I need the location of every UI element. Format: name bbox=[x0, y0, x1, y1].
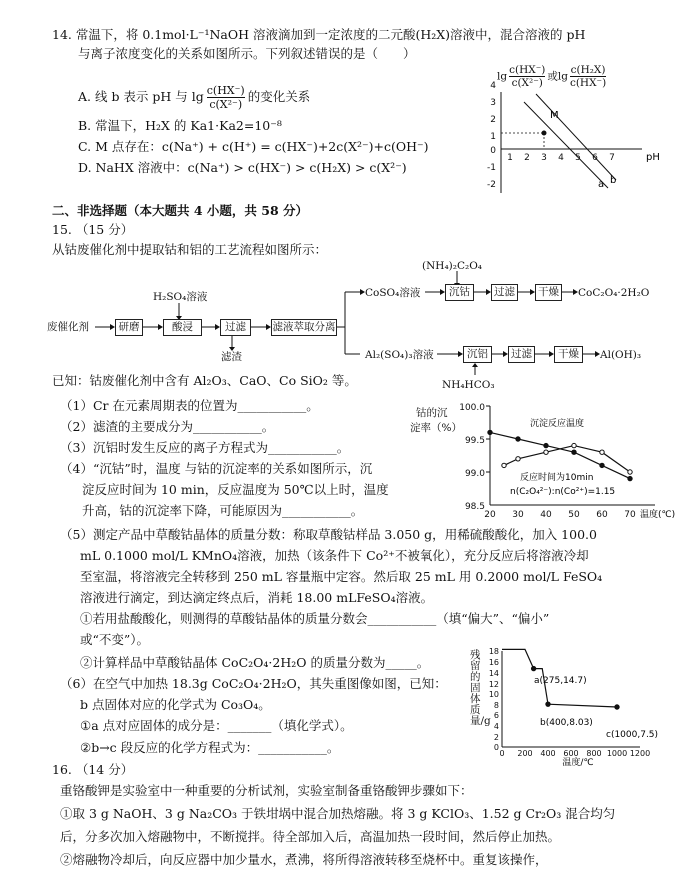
q16-line4: ②熔融物冷却后，向反应器中加少量水，煮沸，将所得溶液转移至烧杯中。重复该操作， bbox=[60, 852, 548, 867]
q15-sub4-line2: 淀反应时间为 10 min，反应温度为 50℃以上时，温度 bbox=[82, 482, 389, 497]
chart1-y-tick: 100.0 bbox=[459, 403, 485, 413]
q16-line3: 后，分多次加入熔融物中，不断搅拌。待全部加入后，高温加热一段时间，然后停止加热。 bbox=[60, 829, 561, 844]
point-m-marker bbox=[542, 131, 547, 136]
q15-sub3: （3）沉铝时发生反应的离子方程式为___________。 bbox=[60, 440, 350, 455]
flow-step-al-filter: 过滤 bbox=[508, 346, 535, 363]
chart1-series-0-point bbox=[600, 463, 604, 467]
chart2-y-tick: 4 bbox=[493, 722, 499, 731]
q15-sub5-line3: 至室温，将溶液完全转移到 250 mL 容量瓶中定容。然后取 25 mL 用 0.2000 mol/L FeSO₄ bbox=[80, 569, 603, 584]
x-tick: 7 bbox=[609, 153, 615, 163]
chart2-x-tick: 0 bbox=[499, 749, 505, 758]
flow-nh4hco3: NH₄HCO₃ bbox=[442, 379, 495, 391]
q14-option-d: D. NaHX 溶液中：c(Na⁺) > c(HX⁻) > c(H₂X) > c(X²⁻) bbox=[78, 160, 407, 175]
q15-sub6-line1: （6）在空气中加热 18.3g CoC₂O₄·2H₂O，其失重图像如图，已知： bbox=[60, 676, 447, 691]
flow-step-leach: 酸浸 bbox=[163, 319, 202, 336]
chart1-series-1-point bbox=[544, 450, 548, 454]
flow-step-co-filter: 过滤 bbox=[491, 284, 518, 301]
q14-stem-line2: 与离子浓度变化的关系如图所示。下列叙述错误的是（ ） bbox=[78, 46, 416, 61]
q15-sub5-line4: 溶液进行滴定，到达滴定终点后，消耗 18.00 mLFeSO₄溶液。 bbox=[80, 590, 434, 605]
mass-loss-chart bbox=[480, 645, 692, 768]
graph-lg-text: lg bbox=[497, 70, 508, 83]
x-axis-label: pH bbox=[646, 152, 660, 163]
x-tick: 4 bbox=[558, 153, 564, 163]
x-tick: 2 bbox=[524, 153, 530, 163]
flow-ammonium-oxalate: (NH₄)₂C₂O₄ bbox=[422, 260, 483, 272]
q15-known: 已知：钴废催化剂中含有 Al₂O₃、CaO、Co SiO₂ 等。 bbox=[52, 373, 357, 388]
graph-or-text: 或lg bbox=[547, 70, 568, 83]
q15-sub6-part2: ②b→c 段反应的化学方程式为：___________。 bbox=[80, 740, 340, 755]
q14-graph-ylabel bbox=[497, 64, 608, 89]
chart2-x-tick: 200 bbox=[517, 749, 533, 758]
q14-option-c: C. M 点存在：c(Na⁺) + c(H⁺) = c(HX⁻)+2c(X²⁻)+c(OH⁻) bbox=[78, 139, 429, 154]
flow-co-product: CoC₂O₄·2H₂O bbox=[578, 287, 650, 299]
q14-option-b: B. 常温下，H₂X 的 Ka1·Ka2=10⁻⁸ bbox=[78, 118, 282, 133]
y-tick: 1 bbox=[490, 132, 496, 142]
chart1-x-tick: 20 bbox=[484, 510, 496, 520]
q15-sub5-line2: mL 0.1000 mol/L KMnO₄溶液，加热（该条件下 Co²⁺不被氧化），充分反应后将溶液冷却 bbox=[80, 548, 589, 563]
chart1-series-1-point bbox=[516, 457, 520, 461]
chart1-series-0-point bbox=[572, 450, 576, 454]
chart2-y-tick: 0 bbox=[493, 743, 499, 752]
x-tick: 6 bbox=[592, 153, 598, 163]
chart1-x-tick: 30 bbox=[512, 510, 524, 520]
section-title: 二、非选择题（本大题共 4 小题，共 58 分） bbox=[52, 203, 309, 218]
chart2-x-tick: 1200 bbox=[629, 749, 651, 758]
chart2-series-0-point bbox=[546, 702, 550, 706]
frac1-denominator: c(X²⁻) bbox=[511, 77, 543, 89]
q16-line2: ①取 3 g NaOH、3 g Na₂CO₃ 于铁坩埚中混合加热熔融。将 3 g KClO₃、1.52 g Cr₂O₃ 混合均匀 bbox=[60, 806, 616, 821]
y-tick: 0 bbox=[490, 146, 496, 156]
chart1-x-tick: 60 bbox=[596, 510, 608, 520]
flow-step-al-precipitate: 沉铝 bbox=[463, 346, 492, 363]
chart1-curve-label: 沉淀反应温度 bbox=[530, 419, 585, 429]
chart2-y-tick: 14 bbox=[488, 669, 499, 678]
chart2-y-tick: 18 bbox=[488, 647, 499, 656]
chart1-y-tick: 99.5 bbox=[464, 436, 485, 446]
flow-residue: 滤渣 bbox=[221, 351, 242, 363]
q15-sub2: （2）滤渣的主要成分为___________。 bbox=[60, 419, 275, 434]
q15-sub5-line1: （5）测定产品中草酸钴晶体的质量分数：称取草酸钴样品 3.050 g，用稀硫酸酸化，加入 100.0 bbox=[60, 527, 597, 542]
line-a-label: a bbox=[598, 179, 605, 190]
chart1-series-1-point bbox=[628, 470, 632, 474]
q14-option-a-post: 的变化关系 bbox=[247, 89, 311, 104]
chart1-x-label: 温度(℃) bbox=[640, 510, 676, 520]
flow-coso4-solution: CoSO₄溶液 bbox=[365, 287, 421, 299]
chart1-series-1-line bbox=[504, 446, 630, 472]
chart2-x-tick: 600 bbox=[563, 749, 579, 758]
x-tick: 3 bbox=[541, 153, 547, 163]
chart2-series-0-point bbox=[615, 705, 619, 709]
q14-stem-line1: 14. 常温下，将 0.1mol·L⁻¹NaOH 溶液滴加到一定浓度的二元酸(H₂X)溶液中，混合溶液的 pH bbox=[52, 27, 586, 42]
frac2-denominator: c(HX⁻) bbox=[569, 77, 607, 89]
q16-line1: 重铬酸钾是实验室中一种重要的分析试剂，实验室制备重铬酸钾步骤如下： bbox=[60, 783, 473, 798]
flow-source: 废催化剂 bbox=[47, 321, 89, 333]
q15-sub4-line3: 升高，钴的沉淀率下降，可能原因为___________。 bbox=[82, 503, 364, 518]
chart1-ylabel-line2: 淀率（%） bbox=[410, 422, 462, 434]
precipitation-rate-chart bbox=[440, 398, 675, 520]
point-m-label: M bbox=[550, 110, 559, 121]
flow-step-co-dry: 干燥 bbox=[535, 284, 562, 301]
y-tick: 4 bbox=[490, 81, 496, 91]
chart2-x-tick: 400 bbox=[540, 749, 556, 758]
q15-number: 15. （15 分） bbox=[52, 222, 134, 237]
y-tick: 3 bbox=[490, 98, 496, 108]
flow-step-al-dry: 干燥 bbox=[554, 346, 583, 363]
chart1-x-tick: 70 bbox=[624, 510, 636, 520]
chart1-y-tick: 98.5 bbox=[464, 502, 485, 512]
chart1-series-0-point bbox=[544, 443, 548, 447]
chart1-series-1-point bbox=[502, 463, 506, 467]
flow-al2so4-solution: Al₂(SO₄)₃溶液 bbox=[365, 349, 434, 361]
x-tick: 5 bbox=[575, 153, 581, 163]
q15-sub1: （1）Cr 在元素周期表的位置为___________。 bbox=[60, 398, 319, 413]
q16-number: 16. （14 分） bbox=[52, 762, 134, 777]
q15-intro: 从钴废催化剂中提取钴和铝的工艺流程如图所示： bbox=[52, 242, 328, 257]
q15-sub5-part1-cont: 或“不变”）。 bbox=[80, 632, 150, 647]
chart1-series-1-point bbox=[572, 443, 576, 447]
chart1-note-ratio: n(C₂O₄²⁻):n(Co²⁺)=1.15 bbox=[510, 487, 616, 497]
chart2-y-tick: 10 bbox=[488, 690, 499, 699]
y-tick: 2 bbox=[490, 115, 496, 125]
chart1-series-0-line bbox=[490, 432, 630, 478]
chart1-series-1-point bbox=[600, 450, 604, 454]
q14-option-a-fraction bbox=[207, 84, 245, 111]
chart1-series-0-point bbox=[628, 476, 632, 480]
graph-frac1 bbox=[509, 64, 545, 89]
q15-sub5-part2: ②计算样品中草酸钴晶体 CoC₂O₄·2H₂O 的质量分数为_____。 bbox=[80, 655, 430, 670]
chart1-y-tick: 99.0 bbox=[464, 469, 485, 479]
flow-step-extract: 滤液萃取分离 bbox=[271, 319, 337, 336]
chart1-x-tick: 40 bbox=[540, 510, 552, 520]
chart2-point-b: b(400,8.03) bbox=[540, 718, 593, 728]
x-tick: 1 bbox=[507, 153, 513, 163]
graph-frac2 bbox=[570, 64, 606, 89]
chart1-series-0-point bbox=[516, 437, 520, 441]
flow-al-product: Al(OH)₃ bbox=[600, 349, 642, 361]
q15-sub5-part1: ①若用盐酸酸化，则测得的草酸钴晶体的质量分数会___________（填“偏大”、“偏小” bbox=[80, 611, 550, 626]
fraction-numerator: c(HX⁻) bbox=[206, 84, 245, 97]
y-tick: -2 bbox=[487, 180, 496, 190]
chart2-y-tick: 12 bbox=[488, 680, 499, 689]
line-a-segment bbox=[524, 102, 608, 188]
y-tick: -1 bbox=[487, 163, 496, 173]
chart2-series-0-point bbox=[531, 666, 535, 670]
q15-sub6-line2: b 点固体对应的化学式为 Co₃O₄。 bbox=[80, 697, 271, 712]
fraction-denominator: c(X²⁻) bbox=[209, 98, 243, 111]
q15-sub6-part1: ①a 点对应固体的成分是：_______（填化学式）。 bbox=[80, 718, 353, 733]
chart1-x-tick: 50 bbox=[568, 510, 580, 520]
chart2-point-c: c(1000,7.5) bbox=[606, 730, 659, 740]
flow-step-co-precipitate: 沉钴 bbox=[445, 284, 474, 301]
q14-option-a-pre: A. 线 b 表示 pH 与 lg bbox=[78, 89, 204, 104]
flow-step-filter: 过滤 bbox=[220, 319, 251, 336]
frac2-numerator: c(H₂X) bbox=[570, 64, 606, 76]
process-flow-lines bbox=[0, 255, 692, 385]
chart2-y-tick: 16 bbox=[488, 658, 499, 667]
chart2-y-tick: 6 bbox=[493, 711, 499, 720]
chart2-y-tick: 8 bbox=[493, 701, 499, 710]
flow-acid-reagent: H₂SO₄溶液 bbox=[153, 291, 208, 303]
chart1-note-time: 反应时间为10min bbox=[520, 473, 594, 483]
chart1-series-0-point bbox=[488, 430, 492, 434]
chart2-ylabel: 残留的固体质量/g bbox=[470, 649, 491, 727]
q14-option-a bbox=[78, 84, 310, 111]
chart2-x-label: 温度/℃ bbox=[562, 758, 594, 768]
frac1-numerator: c(HX⁻) bbox=[509, 64, 546, 76]
line-b-segment bbox=[536, 94, 616, 180]
chart2-point-a: a(275,14.7) bbox=[534, 676, 587, 686]
q15-sub4-line1: （4）“沉钴”时，温度 与钴的沉淀率的关系如图所示，沉 bbox=[60, 461, 373, 476]
flow-step-grind: 研磨 bbox=[115, 319, 143, 336]
chart2-y-tick: 2 bbox=[493, 733, 499, 742]
chart1-ylabel-line1: 钴的沉 bbox=[416, 407, 448, 419]
line-b-label: b bbox=[610, 175, 617, 186]
chart2-x-tick: 800 bbox=[586, 749, 602, 758]
chart2-x-tick: 1000 bbox=[606, 749, 628, 758]
